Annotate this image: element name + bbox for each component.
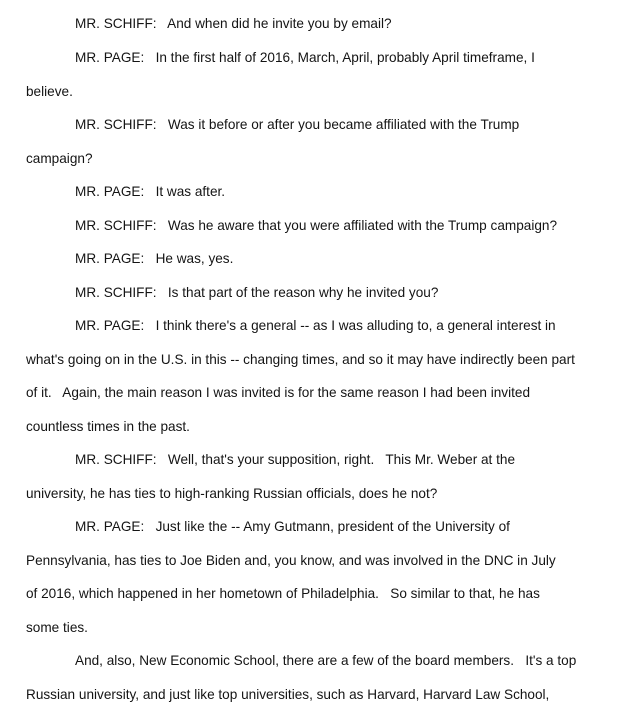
transcript-line: university, he has ties to high-ranking Russian officials, does he not? [26,486,438,501]
transcript-line: And, also, New Economic School, there are a few of the board members. It's a top [75,653,577,668]
transcript-line: believe. [26,84,73,99]
transcript-line: campaign? [26,151,93,166]
transcript-line: MR. PAGE: Just like the -- Amy Gutmann, president of the University of [75,519,510,534]
transcript-line: countless times in the past. [26,419,190,434]
transcript-line: of 2016, which happened in her hometown of Philadelphia. So similar to that, he has [26,586,540,601]
transcript-line: MR. SCHIFF: And when did he invite you by email? [75,16,392,31]
transcript-line: of it. Again, the main reason I was invited is for the same reason I had been invited [26,385,531,400]
transcript-line: MR. SCHIFF: Was it before or after you became affiliated with the Trump [75,117,520,132]
transcript-line: MR. SCHIFF: Was he aware that you were affiliated with the Trump campaign? [75,218,558,233]
transcript-line: MR. SCHIFF: Well, that's your supposition, right. This Mr. Weber at the [75,452,516,467]
transcript-line: MR. PAGE: In the first half of 2016, March, April, probably April timeframe, I [75,50,535,65]
transcript-line: MR. PAGE: It was after. [75,184,226,199]
transcript-line: MR. PAGE: He was, yes. [75,251,234,266]
transcript-line: some ties. [26,620,88,635]
transcript-line: MR. SCHIFF: Is that part of the reason why he invited you? [75,285,439,300]
transcript-line: MR. PAGE: I think there's a general -- as I was alluding to, a general interest in [75,318,556,333]
transcript-line: Pennsylvania, has ties to Joe Biden and, you know, and was involved in the DNC in July [26,553,556,568]
transcript-line: what's going on in the U.S. in this -- changing times, and so it may have indirectly been part [26,352,575,367]
transcript-line: Russian university, and just like top universities, such as Harvard, Harvard Law School, [26,687,550,702]
